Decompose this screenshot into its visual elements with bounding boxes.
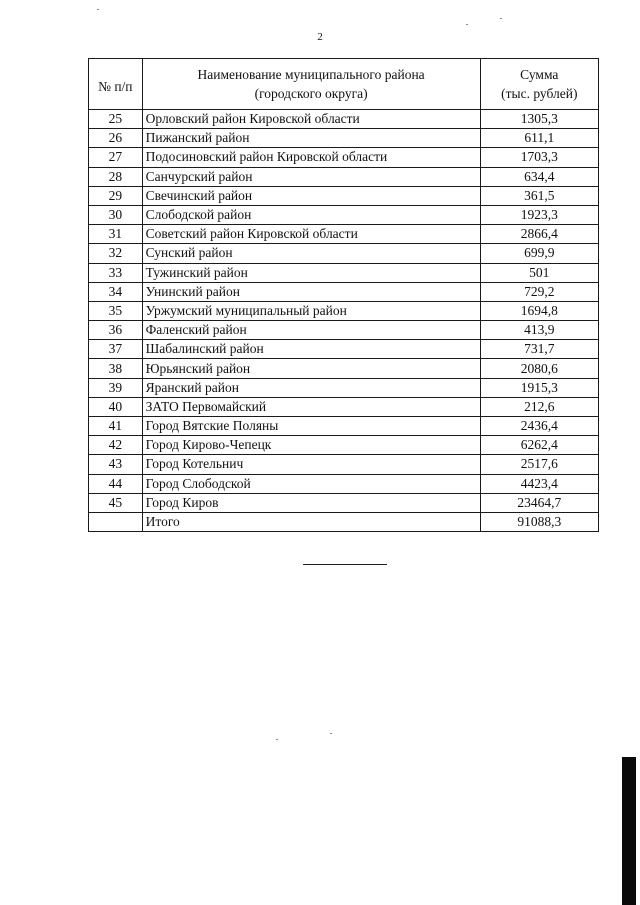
- row-number: 44: [89, 474, 143, 493]
- header-name: [142, 59, 480, 110]
- row-name: ЗАТО Первомайский: [142, 397, 480, 416]
- row-name: Унинский район: [142, 282, 480, 301]
- header-number: № п/п: [89, 59, 143, 110]
- total-label: Итого: [142, 512, 480, 531]
- row-sum: 729,2: [480, 282, 598, 301]
- end-divider: [303, 564, 387, 565]
- table-row: [89, 110, 599, 129]
- scan-speck: [500, 18, 502, 19]
- row-sum: 699,9: [480, 244, 598, 263]
- row-name: Санчурский район: [142, 167, 480, 186]
- table-row: [89, 359, 599, 378]
- row-number: 25: [89, 110, 143, 129]
- row-name: Город Слободской: [142, 474, 480, 493]
- row-name: Шабалинский район: [142, 340, 480, 359]
- scan-speck: [466, 24, 468, 25]
- table-row: [89, 225, 599, 244]
- allocation-table: [88, 58, 599, 532]
- row-number: 37: [89, 340, 143, 359]
- row-name: Сунский район: [142, 244, 480, 263]
- row-name: Пижанский район: [142, 129, 480, 148]
- table-row: [89, 417, 599, 436]
- scan-speck: [330, 733, 332, 734]
- scan-edge-bar: [622, 757, 636, 905]
- row-sum: 2080,6: [480, 359, 598, 378]
- table-row: [89, 167, 599, 186]
- row-sum: 501: [480, 263, 598, 282]
- row-sum: 2866,4: [480, 225, 598, 244]
- table-row: [89, 474, 599, 493]
- scan-speck: [97, 9, 99, 10]
- row-sum: 1694,8: [480, 301, 598, 320]
- row-number: 33: [89, 263, 143, 282]
- row-name: Город Кирово-Чепецк: [142, 436, 480, 455]
- row-sum: 413,9: [480, 321, 598, 340]
- row-name: Уржумский муниципальный район: [142, 301, 480, 320]
- row-number: 31: [89, 225, 143, 244]
- table-row: [89, 397, 599, 416]
- row-number: 34: [89, 282, 143, 301]
- total-number: [89, 512, 143, 531]
- table-row: [89, 129, 599, 148]
- scan-speck: [276, 739, 278, 740]
- row-number: 32: [89, 244, 143, 263]
- table-body: [89, 110, 599, 532]
- row-name: Город Котельнич: [142, 455, 480, 474]
- row-sum: 212,6: [480, 397, 598, 416]
- row-number: 35: [89, 301, 143, 320]
- row-sum: 634,4: [480, 167, 598, 186]
- table-row: [89, 301, 599, 320]
- row-sum: 1305,3: [480, 110, 598, 129]
- row-number: 29: [89, 186, 143, 205]
- row-number: 36: [89, 321, 143, 340]
- row-number: 38: [89, 359, 143, 378]
- table-header: [89, 59, 599, 110]
- row-sum: 4423,4: [480, 474, 598, 493]
- row-sum: 2517,6: [480, 455, 598, 474]
- table-row: [89, 321, 599, 340]
- table-row: [89, 493, 599, 512]
- total-row: [89, 512, 599, 531]
- row-number: 43: [89, 455, 143, 474]
- row-name: Юрьянский район: [142, 359, 480, 378]
- row-name: Фаленский район: [142, 321, 480, 340]
- page-number: 2: [317, 31, 323, 43]
- table-row: [89, 263, 599, 282]
- row-name: Свечинский район: [142, 186, 480, 205]
- table-row: [89, 378, 599, 397]
- total-sum: 91088,3: [480, 512, 598, 531]
- row-number: 40: [89, 397, 143, 416]
- row-number: 45: [89, 493, 143, 512]
- row-number: 26: [89, 129, 143, 148]
- row-name: Слободской район: [142, 205, 480, 224]
- row-sum: 1703,3: [480, 148, 598, 167]
- table-row: [89, 455, 599, 474]
- row-sum: 2436,4: [480, 417, 598, 436]
- row-name: Город Вятские Поляны: [142, 417, 480, 436]
- table-row: [89, 244, 599, 263]
- table-row: [89, 282, 599, 301]
- header-name-line2: (городского округа): [254, 86, 368, 101]
- table-row: [89, 148, 599, 167]
- row-number: 27: [89, 148, 143, 167]
- table-row: [89, 186, 599, 205]
- row-sum: 611,1: [480, 129, 598, 148]
- row-sum: 23464,7: [480, 493, 598, 512]
- row-name: Город Киров: [142, 493, 480, 512]
- row-name: Подосиновский район Кировской области: [142, 148, 480, 167]
- header-sum-line1: Сумма: [520, 67, 559, 82]
- row-sum: 6262,4: [480, 436, 598, 455]
- row-number: 41: [89, 417, 143, 436]
- table-row: [89, 205, 599, 224]
- row-number: 30: [89, 205, 143, 224]
- row-number: 42: [89, 436, 143, 455]
- row-sum: 731,7: [480, 340, 598, 359]
- row-sum: 361,5: [480, 186, 598, 205]
- row-sum: 1915,3: [480, 378, 598, 397]
- row-name: Орловский район Кировской области: [142, 110, 480, 129]
- row-number: 39: [89, 378, 143, 397]
- row-name: Яранский район: [142, 378, 480, 397]
- row-sum: 1923,3: [480, 205, 598, 224]
- header-name-line1: Наименование муниципального района: [197, 67, 425, 82]
- header-sum-line2: (тыс. рублей): [501, 86, 578, 101]
- row-name: Тужинский район: [142, 263, 480, 282]
- table-row: [89, 436, 599, 455]
- row-number: 28: [89, 167, 143, 186]
- table-row: [89, 340, 599, 359]
- table-header-row: [89, 59, 599, 110]
- header-sum: [480, 59, 598, 110]
- row-name: Советский район Кировской области: [142, 225, 480, 244]
